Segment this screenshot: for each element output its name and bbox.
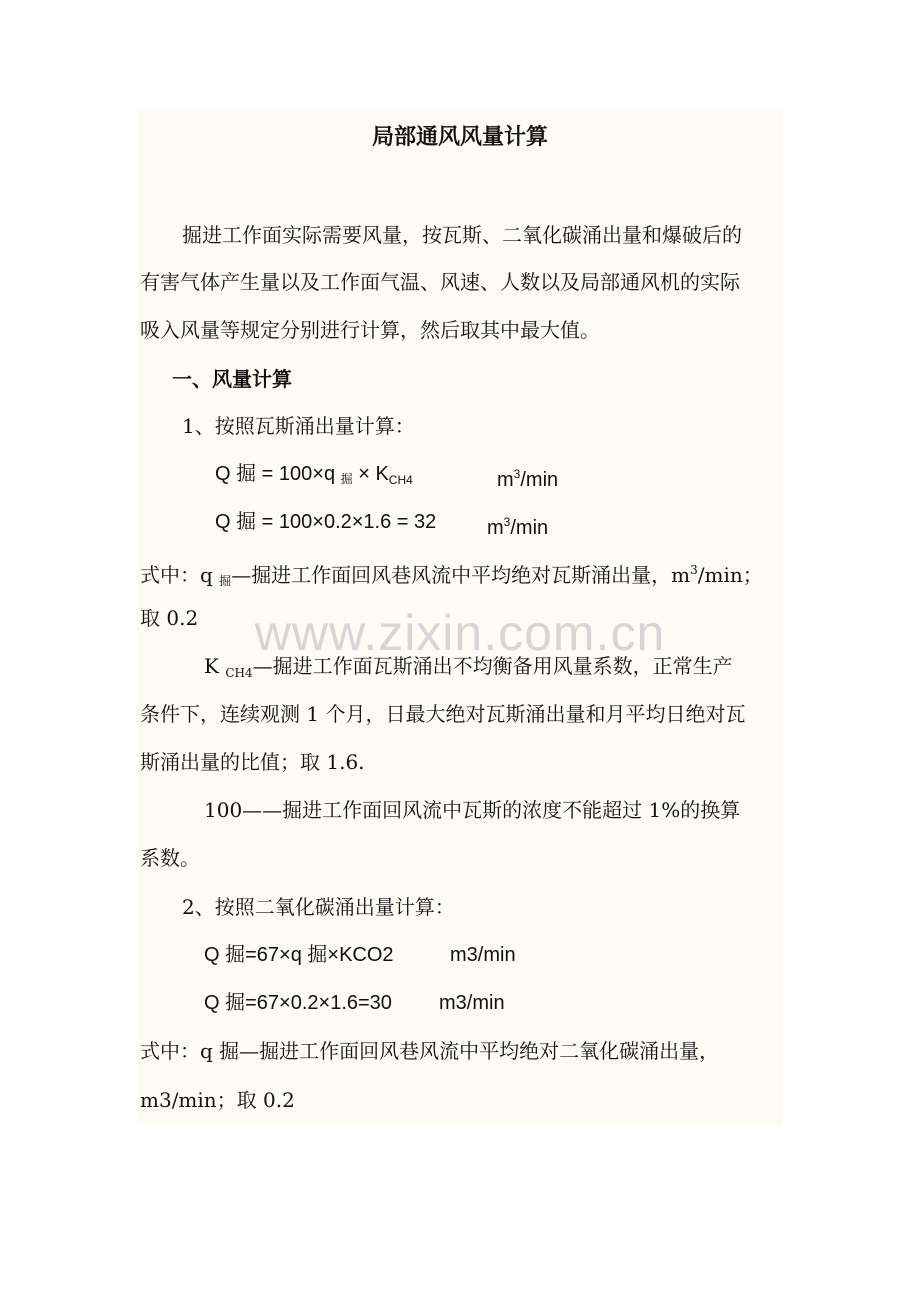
definition-q-co2: 式中：q 掘—掘进工作面回风巷风流中平均绝对二氧化碳涌出量， (140, 1039, 720, 1063)
def-text: —掘进工作面瓦斯涌出不均衡备用风量系数，正常生产 (252, 654, 733, 678)
formula-co2-1: Q 掘=67×q 掘×KCO2 (204, 944, 394, 966)
formula-co2-2-unit: m3/min (439, 992, 505, 1014)
unit-base: m (487, 517, 504, 539)
definition-q-methane (140, 558, 763, 593)
definition-k-methane-cont-2: 斯涌出量的比值；取 1.6. (140, 750, 365, 774)
unit-superscript: 3 (513, 467, 521, 481)
formula-methane-2: Q 掘 = 100×0.2×1.6 = 32 (215, 511, 437, 533)
def-tail: /min； (697, 563, 763, 587)
unit-tail: /min (510, 517, 549, 539)
formula-co2-2: Q 掘=67×0.2×1.6=30 (204, 992, 392, 1014)
def-superscript: 3 (690, 563, 698, 577)
definition-100: 100——掘进工作面回风流中瓦斯的浓度不能超过 1%的换算 (204, 798, 741, 822)
subsection-heading-1: 1、按照瓦斯涌出量计算： (182, 414, 415, 438)
formula-lhs: Q 掘 = 100×q (215, 463, 341, 485)
definition-q-co2-cont: m3/min；取 0.2 (140, 1088, 295, 1112)
subsection-heading-2: 2、按照二氧化碳涌出量计算： (182, 895, 455, 919)
formula-co2-1-unit: m3/min (450, 944, 516, 966)
unit-tail: /min (520, 469, 559, 491)
formula-methane-1 (215, 462, 413, 492)
definition-k-methane-cont-1: 条件下，连续观测 1 个月，日最大绝对瓦斯涌出量和月平均日绝对瓦 (140, 702, 746, 726)
def-text: —掘进工作面回风巷风流中平均绝对瓦斯涌出量，m (231, 563, 691, 587)
def-q-subscript: 掘 (219, 574, 232, 588)
formula-k-subscript: CH4 (388, 473, 413, 487)
watermark: www.zixin.com.cn (254, 605, 666, 661)
document-title: 局部通风风量计算 (371, 124, 548, 150)
intro-line-1: 掘进工作面实际需要风量，按瓦斯、二氧化碳涌出量和爆破后的 (182, 223, 742, 247)
def-prefix: 式中：q (140, 563, 220, 587)
formula-methane-1-unit (497, 462, 558, 492)
definition-k-methane (204, 654, 733, 685)
def-k-subscript: CH4 (225, 666, 253, 680)
intro-line-2: 有害气体产生量以及工作面气温、风速、人数以及局部通风机的实际 (140, 270, 740, 294)
unit-superscript: 3 (503, 515, 511, 529)
formula-methane-2-unit (487, 510, 548, 540)
unit-base: m (497, 469, 514, 491)
section-heading: 一、风量计算 (172, 367, 292, 391)
definition-100-cont: 系数。 (140, 846, 200, 870)
definition-q-methane-cont: 取 0.2 (140, 606, 199, 630)
def-k: K (204, 654, 226, 678)
formula-mid: × K (352, 463, 389, 485)
formula-q-subscript: 掘 (340, 472, 353, 486)
intro-line-3: 吸入风量等规定分别进行计算，然后取其中最大值。 (140, 318, 600, 342)
